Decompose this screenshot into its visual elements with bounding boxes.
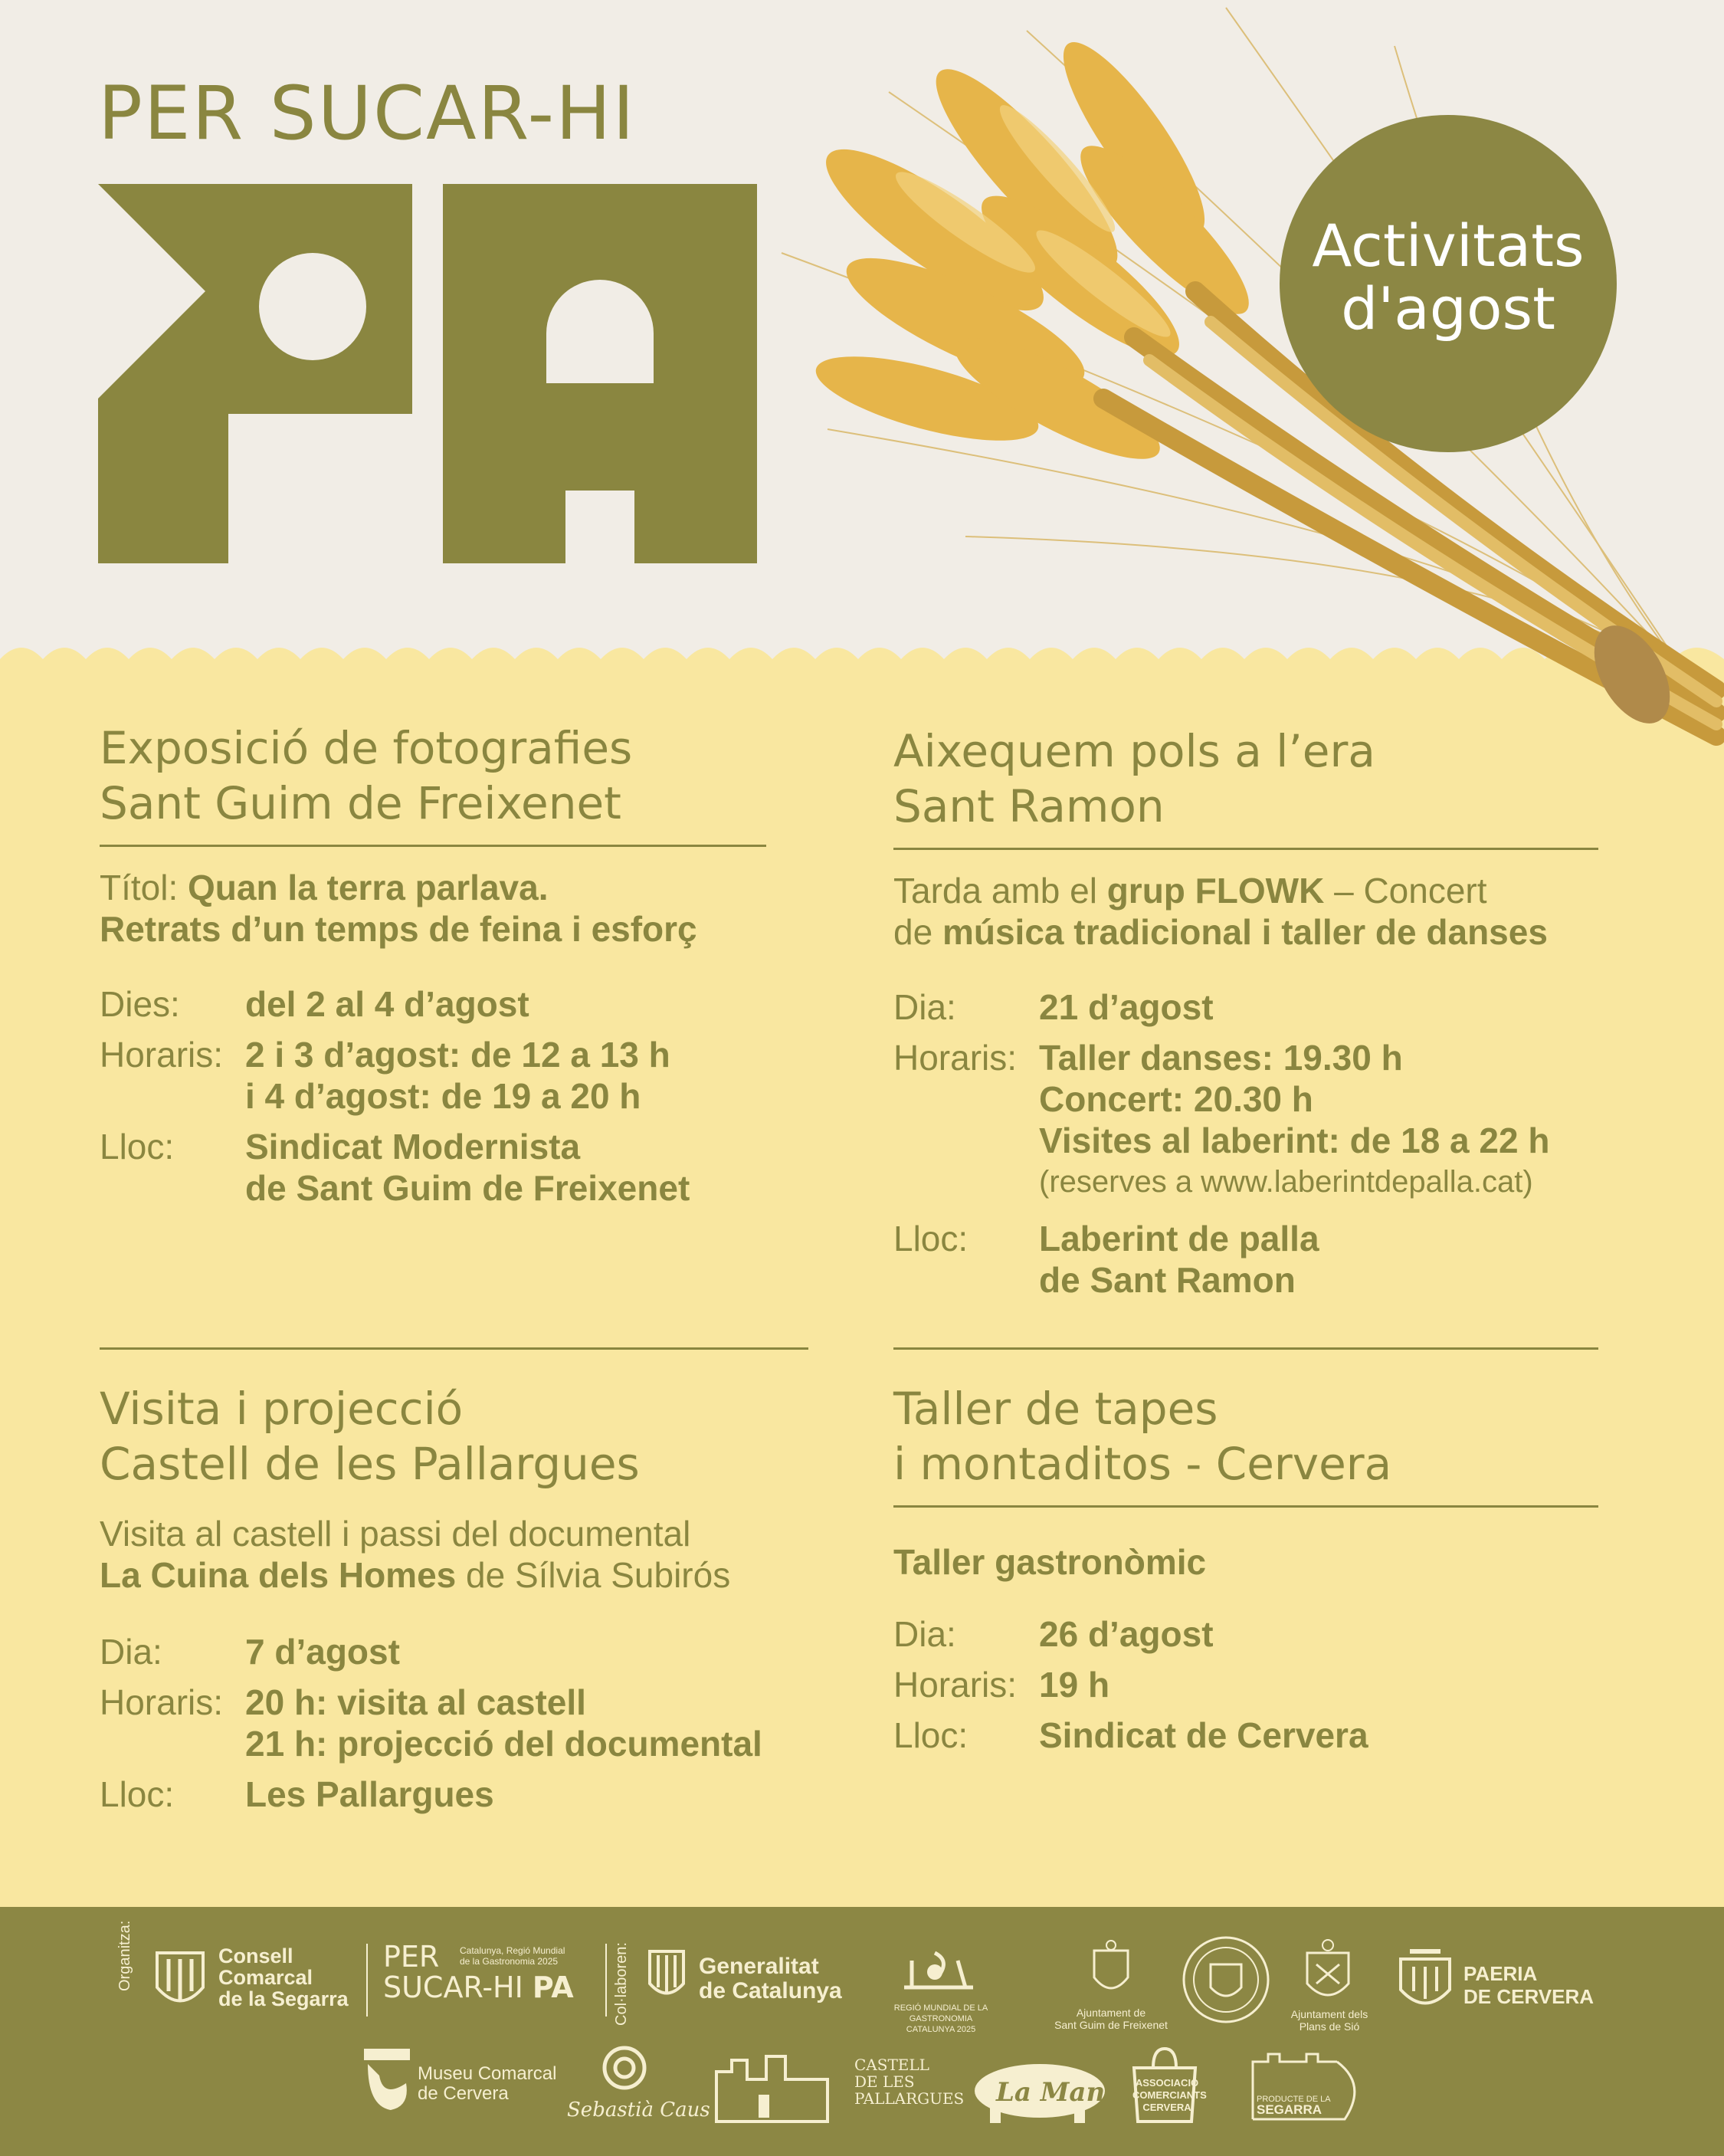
event-aixequem-pols — [893, 724, 1598, 1301]
logo-text: PRODUCTE DE LA — [1257, 2095, 1331, 2104]
info-value: 21 d’agost — [1039, 987, 1214, 1027]
desc-bold: La Cuina dels Homes — [100, 1555, 457, 1595]
paeria-crest-icon — [1395, 1944, 1456, 2017]
info-row-lloc — [100, 1774, 835, 1815]
info-label: Dia: — [893, 1614, 956, 1654]
divider — [893, 848, 1598, 850]
logo-text: PER — [383, 1940, 440, 1974]
plans-sio-logo-text — [1268, 2008, 1391, 2033]
logo-text: PAERIA — [1463, 1962, 1538, 1985]
info-value: 21 h: projecció del documental — [245, 1724, 762, 1764]
wheat-bundle-illustration — [736, 0, 1724, 843]
logo-text: CASTELL — [854, 2056, 929, 2074]
desc-text: de Sílvia Subirós — [456, 1555, 731, 1595]
info-value: de Sant Ramon — [1039, 1260, 1296, 1300]
info-value: 19 h — [1039, 1665, 1110, 1705]
desc-bold: música tradicional i taller de danses — [942, 912, 1548, 952]
sponsor-logos — [0, 1907, 1724, 2156]
consell-logo-text — [218, 1945, 349, 2010]
info-label: Lloc: — [100, 1774, 175, 1814]
castell-logo-text — [854, 2056, 964, 2107]
divider — [366, 1944, 368, 2017]
logo-text: de la Gastronomia 2025 — [460, 1956, 559, 1967]
plans-sio-crest-icon — [1301, 1938, 1355, 2007]
info-row-dia — [100, 1631, 835, 1672]
museu-icon — [360, 2045, 414, 2114]
segarra-logo-text — [1257, 2095, 1331, 2115]
logo-text: de la Segarra — [218, 1987, 349, 2010]
info-value: 2 i 3 d’agost: de 12 a 13 h — [245, 1035, 670, 1075]
santguim-crest-icon — [1088, 1939, 1134, 2000]
regio-mundial-fork-icon — [896, 1945, 981, 1999]
event-title — [100, 720, 766, 831]
logo-text: DE LES — [854, 2072, 915, 2091]
info-value: 26 d’agost — [1039, 1614, 1214, 1654]
event-title-line: Visita i projecció — [100, 1383, 464, 1435]
event-description — [100, 1513, 835, 1596]
desc-text: de — [893, 912, 942, 952]
logo-text: de Cervera — [418, 2083, 509, 2104]
logo-text: PA — [532, 1971, 574, 2004]
info-label: Dia: — [893, 987, 956, 1027]
santguim-logo-text — [1042, 2007, 1180, 2031]
desc-text: – Concert — [1324, 871, 1487, 911]
logo-text: Consell — [218, 1944, 293, 1967]
la-mansa-logo-text: La Mansa — [996, 2077, 1137, 2108]
event-taller-tapes — [893, 1381, 1598, 1756]
event-title-line: Sant Ramon — [893, 780, 1165, 832]
info-row-horaris — [893, 1664, 1598, 1705]
desc-bold: Retrats d’un temps de feina i esforç — [100, 909, 697, 949]
logo-text: Sant Guim de Freixenet — [1054, 2019, 1168, 2031]
info-label: Horaris: — [100, 1035, 224, 1075]
event-description — [893, 870, 1598, 953]
logo-text: Comarcal — [218, 1966, 313, 1989]
event-title — [893, 724, 1598, 834]
info-value: 20 h: visita al castell — [245, 1682, 586, 1722]
desc-bold: Quan la terra parlava. — [188, 868, 549, 907]
info-value: del 2 al 4 d’agost — [245, 984, 529, 1024]
desc-text: Títol: — [100, 868, 188, 907]
seal-icon — [1180, 1934, 1272, 2026]
logo-text: de Catalunya — [699, 1978, 842, 2003]
organitza-label: Organitza: — [116, 1920, 133, 1991]
event-title — [100, 1381, 835, 1491]
event-title — [893, 1381, 1598, 1491]
info-row-dia — [893, 986, 1598, 1028]
event-title-line: Castell de les Pallargues — [100, 1438, 640, 1490]
logo-text: Plans de Sió — [1299, 2020, 1360, 2033]
event-description — [100, 867, 766, 950]
regio-logo-text — [864, 2003, 1018, 2035]
info-value: Laberint de palla — [1039, 1219, 1319, 1258]
info-value: Sindicat Modernista — [245, 1127, 581, 1167]
event-visita-projeccio — [100, 1381, 835, 1815]
logo-text: DE CERVERA — [1463, 1985, 1595, 2008]
logo-text: Ajuntament dels — [1290, 2008, 1368, 2020]
logo-text: CERVERA — [1142, 2102, 1191, 2113]
info-value: Visites al laberint: de 18 a 22 h — [1039, 1121, 1550, 1160]
divider — [893, 1505, 1598, 1508]
logo-text: SUCAR-HI — [383, 1971, 523, 2004]
info-value: de Sant Guim de Freixenet — [245, 1168, 690, 1208]
reserves-note: (reserves a www.laberintdepalla.cat) — [1039, 1165, 1533, 1199]
badge-line-1: Activitats — [1312, 212, 1585, 280]
info-row-horaris — [100, 1034, 766, 1117]
logo-text: ASSOCIACIÓ — [1135, 2077, 1199, 2089]
divider — [605, 1944, 607, 2017]
info-label: Lloc: — [893, 1219, 969, 1258]
info-label: Lloc: — [100, 1127, 175, 1167]
event-title-line: Aixequem pols a l’era — [893, 725, 1375, 777]
logo-text: REGIÓ MUNDIAL DE LA GASTRONOMIA — [893, 2003, 988, 2023]
logo-text: Museu Comarcal — [418, 2063, 557, 2084]
desc-text: Visita al castell i passi del documental — [100, 1514, 691, 1554]
paeria-logo-text — [1463, 1962, 1594, 2008]
event-title-line: i montaditos - Cervera — [893, 1438, 1392, 1490]
info-label: Horaris: — [893, 1665, 1018, 1705]
divider — [100, 1347, 808, 1350]
info-value: 7 d’agost — [245, 1632, 400, 1672]
logo-text: COMERCIANTS — [1132, 2089, 1207, 2101]
event-exposicio — [100, 720, 766, 1209]
museu-logo-text — [418, 2064, 556, 2104]
divider — [893, 1347, 1598, 1350]
generalitat-shield-icon — [647, 1949, 686, 2003]
event-title-line: Sant Guim de Freixenet — [100, 777, 621, 829]
info-value: i 4 d’agost: de 19 a 20 h — [245, 1076, 641, 1116]
info-row-lloc — [893, 1715, 1598, 1756]
info-value: Les Pallargues — [245, 1774, 494, 1814]
desc-bold: grup FLOWK — [1106, 871, 1325, 911]
divider — [100, 845, 766, 847]
info-row-dies — [100, 983, 766, 1025]
event-title-line: Exposició de fotografies — [100, 722, 633, 774]
collaboren-label: Col·laboren: — [613, 1942, 630, 2026]
info-row-lloc — [893, 1218, 1598, 1301]
info-label: Horaris: — [100, 1682, 224, 1722]
info-label: Lloc: — [893, 1715, 969, 1755]
castell-pallargues-icon — [713, 2049, 835, 2125]
desc-bold: Taller gastronòmic — [893, 1542, 1207, 1582]
title-per-sucar-hi: PER SUCAR-HI — [98, 71, 636, 156]
logo-text: PALLARGUES — [854, 2089, 965, 2108]
info-label: Horaris: — [893, 1038, 1018, 1078]
title-pa-logo — [98, 184, 757, 563]
persucarhi-subtitle — [460, 1945, 565, 1967]
info-row-lloc — [100, 1126, 766, 1209]
info-row-horaris — [893, 1037, 1598, 1203]
info-value: Concert: 20.30 h — [1039, 1079, 1313, 1119]
associacio-logo-text — [1132, 2077, 1207, 2114]
event-title-line: Taller de tapes — [893, 1383, 1218, 1435]
info-label: Dies: — [100, 984, 180, 1024]
info-value: Taller danses: 19.30 h — [1039, 1038, 1403, 1078]
event-description — [893, 1541, 1598, 1583]
logo-text: Catalunya, Regió Mundial — [460, 1945, 565, 1956]
sebastia-caus-icon — [601, 2045, 647, 2091]
info-row-horaris — [100, 1682, 835, 1764]
consell-shield-icon — [153, 1945, 207, 2014]
logo-text: Generalitat — [699, 1954, 819, 1979]
logo-text: SEGARRA — [1257, 2102, 1322, 2117]
info-label: Dia: — [100, 1632, 162, 1672]
desc-text: Tarda amb el — [893, 871, 1107, 911]
generalitat-logo-text — [699, 1954, 842, 2003]
badge-line-2: d'agost — [1341, 274, 1555, 343]
info-value: Sindicat de Cervera — [1039, 1715, 1368, 1755]
info-row-dia — [893, 1613, 1598, 1655]
sebastia-logo-text: Sebastià Caus — [567, 2099, 710, 2122]
activitats-badge — [1280, 115, 1617, 452]
logo-text: CATALUNYA 2025 — [906, 2025, 976, 2034]
logo-text: Ajuntament de — [1076, 2007, 1146, 2019]
